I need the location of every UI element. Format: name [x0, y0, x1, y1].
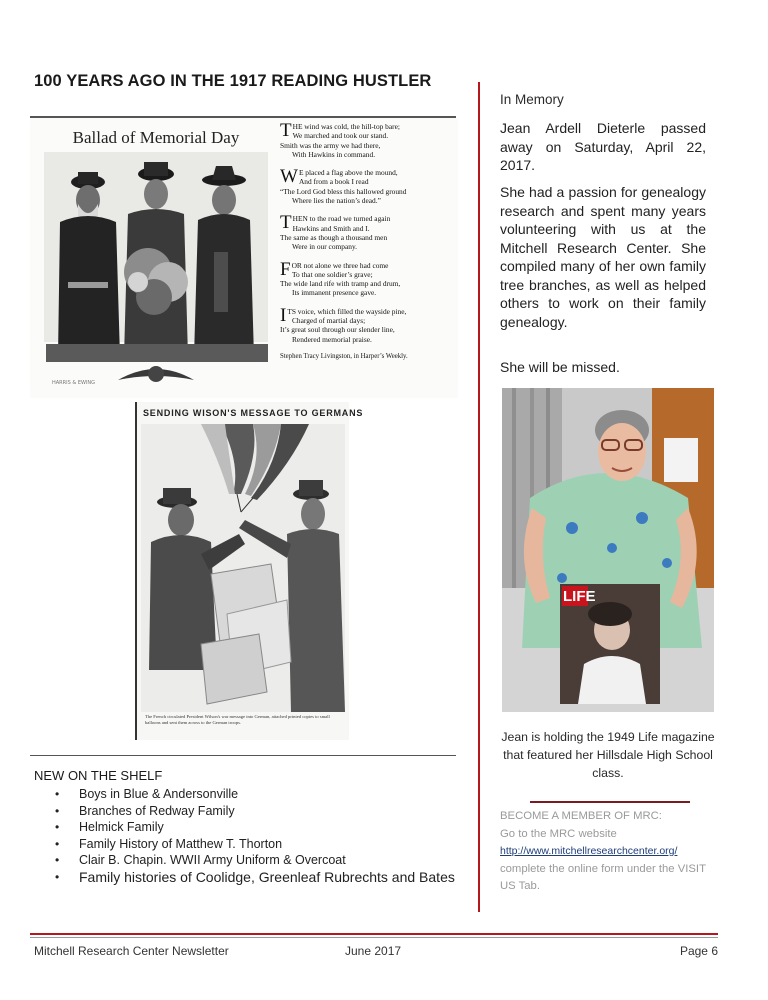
cartoon-clipping [135, 402, 364, 740]
drop-cap: T [280, 120, 292, 141]
mrc-website-link[interactable]: http://www.mitchellresearchcenter.org/ [500, 845, 678, 857]
poem-line: HE wind was cold, the hill-top bare; [292, 122, 400, 131]
poem-line: The wide land rife with tramp and drum, [280, 279, 401, 289]
poem-line: OR not alone we three had come [291, 260, 389, 270]
poem-line: With Hawkins in command. [292, 149, 376, 159]
membership-line: complete the online form under the VISIT US Tab. [500, 862, 706, 892]
poem-line: It’s great soul through our slender line, [280, 325, 395, 335]
footer-page-number: Page 6 [679, 944, 718, 958]
section-title: 100 YEARS AGO IN THE 1917 READING HUSTLER [34, 72, 432, 90]
jean-photo [502, 388, 714, 712]
ballad-clipping [30, 118, 458, 398]
balloon-soldiers-photo [141, 424, 345, 712]
poem-line: E placed a flag above the mound, [298, 168, 398, 178]
footer-date: June 2017 [345, 944, 402, 958]
poem-line: To that one soldier’s grave; [292, 269, 373, 279]
poem-stanza [280, 258, 456, 298]
poem-line: Smith was the army we had there, [280, 140, 381, 150]
in-memory-heading: In Memory [500, 92, 564, 107]
list-item: • Helmick Family [52, 819, 472, 835]
poem-line: “The Lord God bless this hallowed ground [280, 186, 407, 196]
footer-rule-red [30, 933, 718, 935]
column-divider [478, 82, 480, 912]
poem-stanza [280, 122, 456, 159]
poem-attribution: Stephen Tracy Livingston, in Harper’s Weekly. [280, 352, 408, 360]
ballad-title: Ballad of Memorial Day [72, 128, 240, 147]
drop-cap: W [280, 166, 298, 188]
new-on-shelf-heading: NEW ON THE SHELF [34, 768, 163, 783]
membership-heading: BECOME A MEMBER OF MRC: [500, 810, 662, 822]
poem-stanza [280, 168, 456, 205]
membership-rule [530, 801, 690, 803]
poem-line: Hawkins and Smith and I. [292, 223, 370, 233]
list-item: • Family histories of Coolidge, Greenleaf Rubrechts and Bates [52, 869, 472, 886]
svg-text:HARRIS & EWING: HARRIS & EWING [52, 380, 96, 386]
poem-line: Where lies the nation’s dead.” [292, 196, 381, 206]
footer-rule-gray [30, 937, 718, 938]
poem-line: And from a book I read [298, 177, 369, 187]
membership-box [500, 808, 720, 896]
poem-line: Its immanent presence gave. [292, 288, 377, 298]
list-item: • Clair B. Chapin. WWII Army Uniform & Overcoat [52, 852, 472, 868]
poem-stanza [280, 304, 456, 344]
ballad-poem [280, 122, 456, 360]
poem-line: We marched and took our stand. [292, 131, 389, 141]
drop-cap: I [280, 304, 287, 326]
poem-line: HEN to the road we turned again [292, 214, 391, 224]
cartoon-caption: The French circulated President Wilson's war message into German, attached printed copies to small balloons and sent them across to the German troops. [145, 714, 330, 725]
cartoon-title: SENDING WISON'S MESSAGE TO GERMANS [143, 408, 364, 418]
jean-holding-magazine-photo [502, 388, 714, 712]
life-logo: LIFE [563, 588, 596, 605]
poem-line: Rendered memorial praise. [292, 334, 372, 344]
list-item: • Branches of Redway Family [52, 803, 472, 819]
shelf-divider [30, 755, 456, 756]
soldiers-photo [38, 122, 274, 392]
poem-line: Were in our company. [292, 242, 358, 252]
list-item: • Boys in Blue & Andersonville [52, 786, 472, 802]
soldiers-illustration [38, 122, 274, 392]
footer-newsletter-name: Mitchell Research Center Newsletter [34, 944, 229, 958]
new-on-shelf-list [52, 786, 472, 886]
drop-cap: F [280, 258, 291, 280]
photo-caption: Jean is holding the 1949 Life magazine that featured her Hillsdale High School class. [501, 730, 715, 780]
memorial-paragraph: She will be missed. [500, 359, 620, 375]
memorial-paragraph: Jean Ardell Dieterle passed away on Saturday, April 22, 2017. [500, 120, 706, 173]
membership-line: Go to the MRC website [500, 827, 617, 840]
drop-cap: T [280, 212, 292, 234]
poem-line: The same as though a thousand men [280, 232, 388, 242]
list-item: • Family History of Matthew T. Thorton [52, 836, 472, 852]
poem-line: Charged of martial days; [292, 316, 366, 326]
poem-line: TS voice, which filled the wayside pine, [287, 306, 407, 316]
memorial-paragraph: She had a passion for genealogy research and spent many years volunteering with us at the Mitchell Research Center. She compiled many of her own family tree branches, as well as helped others to work on their family genealogy. [500, 184, 706, 330]
poem-stanza [280, 214, 456, 251]
